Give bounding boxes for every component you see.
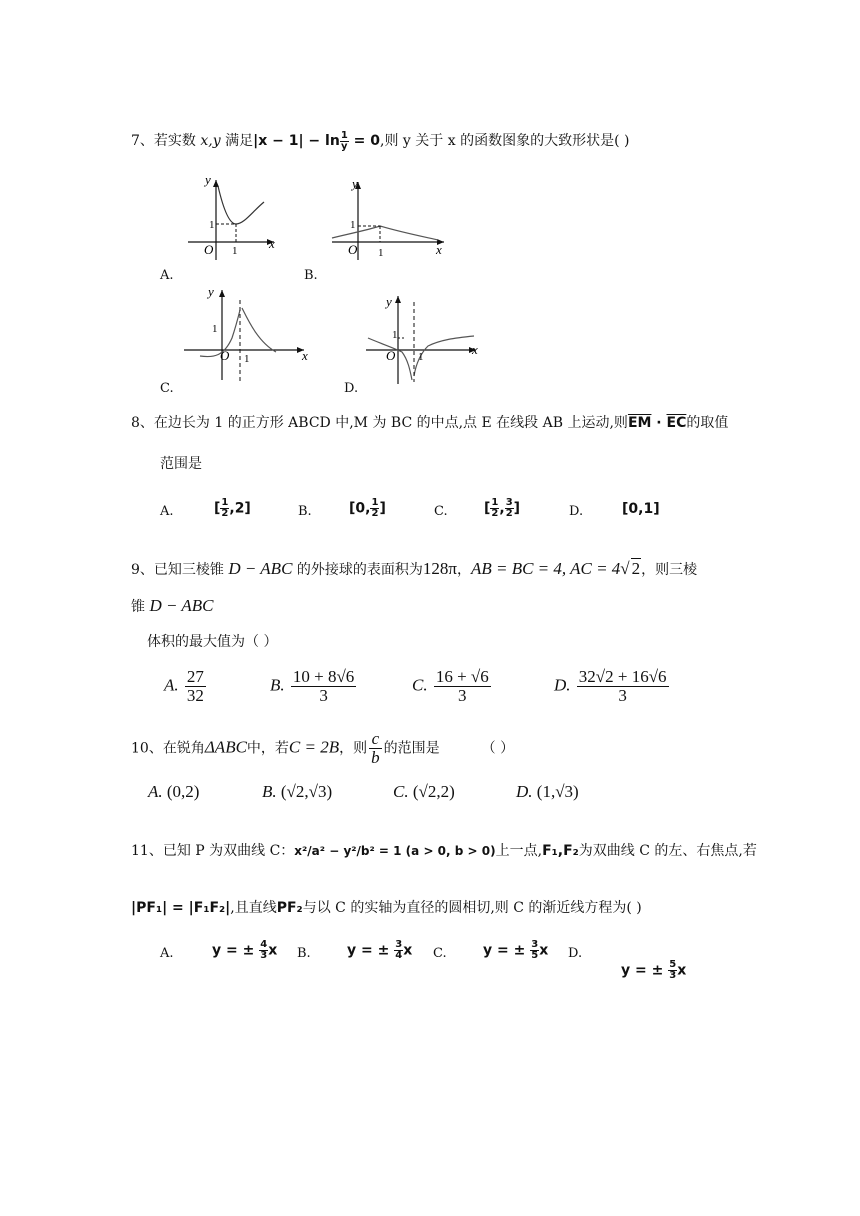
q7-option-a-label: A.: [160, 268, 174, 283]
q11-option-d-label: D.: [568, 946, 583, 961]
q11-option-c-label: C.: [433, 946, 447, 961]
graph-b-xlabel: x: [436, 242, 442, 257]
q8-option-c-label: C.: [434, 504, 448, 519]
q11-option-b: y = ± $\frac{3}{4}$ x: [347, 939, 413, 961]
q8-stem: 8、在边长为 1 的正方形 ABCD 中,M 为 BC 的中点,点 E 在线段 AB 上运动,则$\overline{EM} \cdot \overline{EC}$的取值: [131, 415, 729, 431]
q11-option-c: y = ± $\frac{3}{5}$ x: [483, 939, 549, 961]
q11-stem-line2: |PF₁| = |F₁F₂|,且直线PF₂与以 C 的实轴为直径的圆相切,则 C 的渐近线方程为( ): [131, 900, 642, 916]
q10-stem: 10、在锐角ΔABC中，若C = 2B，则 $\frac{c}{b}$ 的范围是 （ ）: [131, 729, 515, 767]
graph-b-tick-x: 1: [378, 247, 384, 259]
graph-a-origin: O: [204, 242, 214, 257]
q9-option-c: C. $\frac{16 + √6}{3}$: [412, 667, 489, 705]
q7-graph-c: [180, 284, 315, 382]
q9-stem-line1: 9、已知三棱锥 D − ABC 的外接球的表面积为128π，AB = BC = 4, AC = 4√ 2，则三棱: [131, 559, 698, 578]
q8-option-b-label: B.: [298, 504, 312, 519]
q7-option-b-label: B.: [304, 268, 318, 283]
graph-a-tick-y: 1: [209, 219, 215, 231]
graph-a-tick-x: 1: [232, 245, 238, 257]
q10-option-d: D. (1,√3): [516, 782, 579, 801]
graph-b-origin: O: [348, 242, 358, 257]
q11-option-a: y = ± $\frac{4}{3}$ x: [212, 939, 278, 961]
q8-option-c: [ $\frac{1}{2}$ , $\frac{3}{2}$ ]: [484, 497, 521, 519]
graph-d-xlabel: x: [472, 342, 478, 357]
q8-stem-line2: 范围是: [160, 456, 202, 472]
q11-option-a-label: A.: [160, 946, 174, 961]
graph-a-xlabel: x: [269, 236, 275, 251]
graph-c-origin: O: [220, 348, 230, 363]
q9-stem-line3: 体积的最大值为（ ）: [147, 634, 278, 650]
q10-option-b: B. (√2,√3): [262, 782, 333, 801]
q10-option-a: A. (0,2): [148, 782, 200, 801]
q11-stem-line1: 11、已知 P 为双曲线 C：x²/a² − y²/b² = 1 (a > 0, b > 0)上一点,F₁,F₂为双曲线 C 的左、右焦点,若: [131, 843, 757, 859]
graph-d-ylabel: y: [386, 294, 392, 309]
graph-c-tick-x: 1: [244, 353, 250, 365]
q7-graph-a: [180, 172, 280, 262]
q7-option-c-label: C.: [160, 381, 174, 396]
q11-option-b-label: B.: [297, 946, 311, 961]
graph-b-tick-y: 1: [350, 219, 356, 231]
graph-d-tick-x: 1: [418, 351, 424, 363]
graph-d-origin: O: [386, 348, 396, 363]
graph-a-ylabel: y: [205, 172, 211, 187]
graph-c-xlabel: x: [302, 348, 308, 363]
q9-option-d: D. $\frac{32√2 + 16√6}{3}$: [554, 667, 667, 705]
q8-option-d: [0,1]: [622, 501, 660, 517]
q10-option-c: C. (√2,2): [393, 782, 455, 801]
q7-graph-d: [362, 290, 484, 386]
q7-stem: 7、若实数 x,y 满足|x − 1| − ln $\frac{1}{y}$ = 0,则 y 关于 x 的函数图象的大致形状是( ): [131, 129, 630, 152]
graph-c-ylabel: y: [208, 284, 214, 299]
q8-option-d-label: D.: [569, 504, 584, 519]
q9-option-a: A. $\frac{27}{32}$: [164, 667, 204, 705]
q8-option-b: [0, $\frac{1}{2}$ ]: [349, 497, 386, 519]
graph-c-tick-y: 1: [212, 323, 218, 335]
q8-option-a: [ $\frac{1}{2}$ ,2]: [214, 497, 251, 519]
q7-graph-b: [328, 176, 448, 262]
q9-option-b: B. $\frac{10 + 8√6}{3}$: [270, 667, 355, 705]
q7-option-d-label: D.: [344, 381, 359, 396]
graph-b-ylabel: y: [352, 176, 358, 191]
graph-d-tick-y: 1: [392, 329, 398, 341]
q9-stem-line2: 锥 D − ABC: [131, 596, 214, 615]
q8-option-a-label: A.: [160, 504, 174, 519]
q11-option-d: y = ± $\frac{5}{3}$ x: [621, 959, 687, 981]
